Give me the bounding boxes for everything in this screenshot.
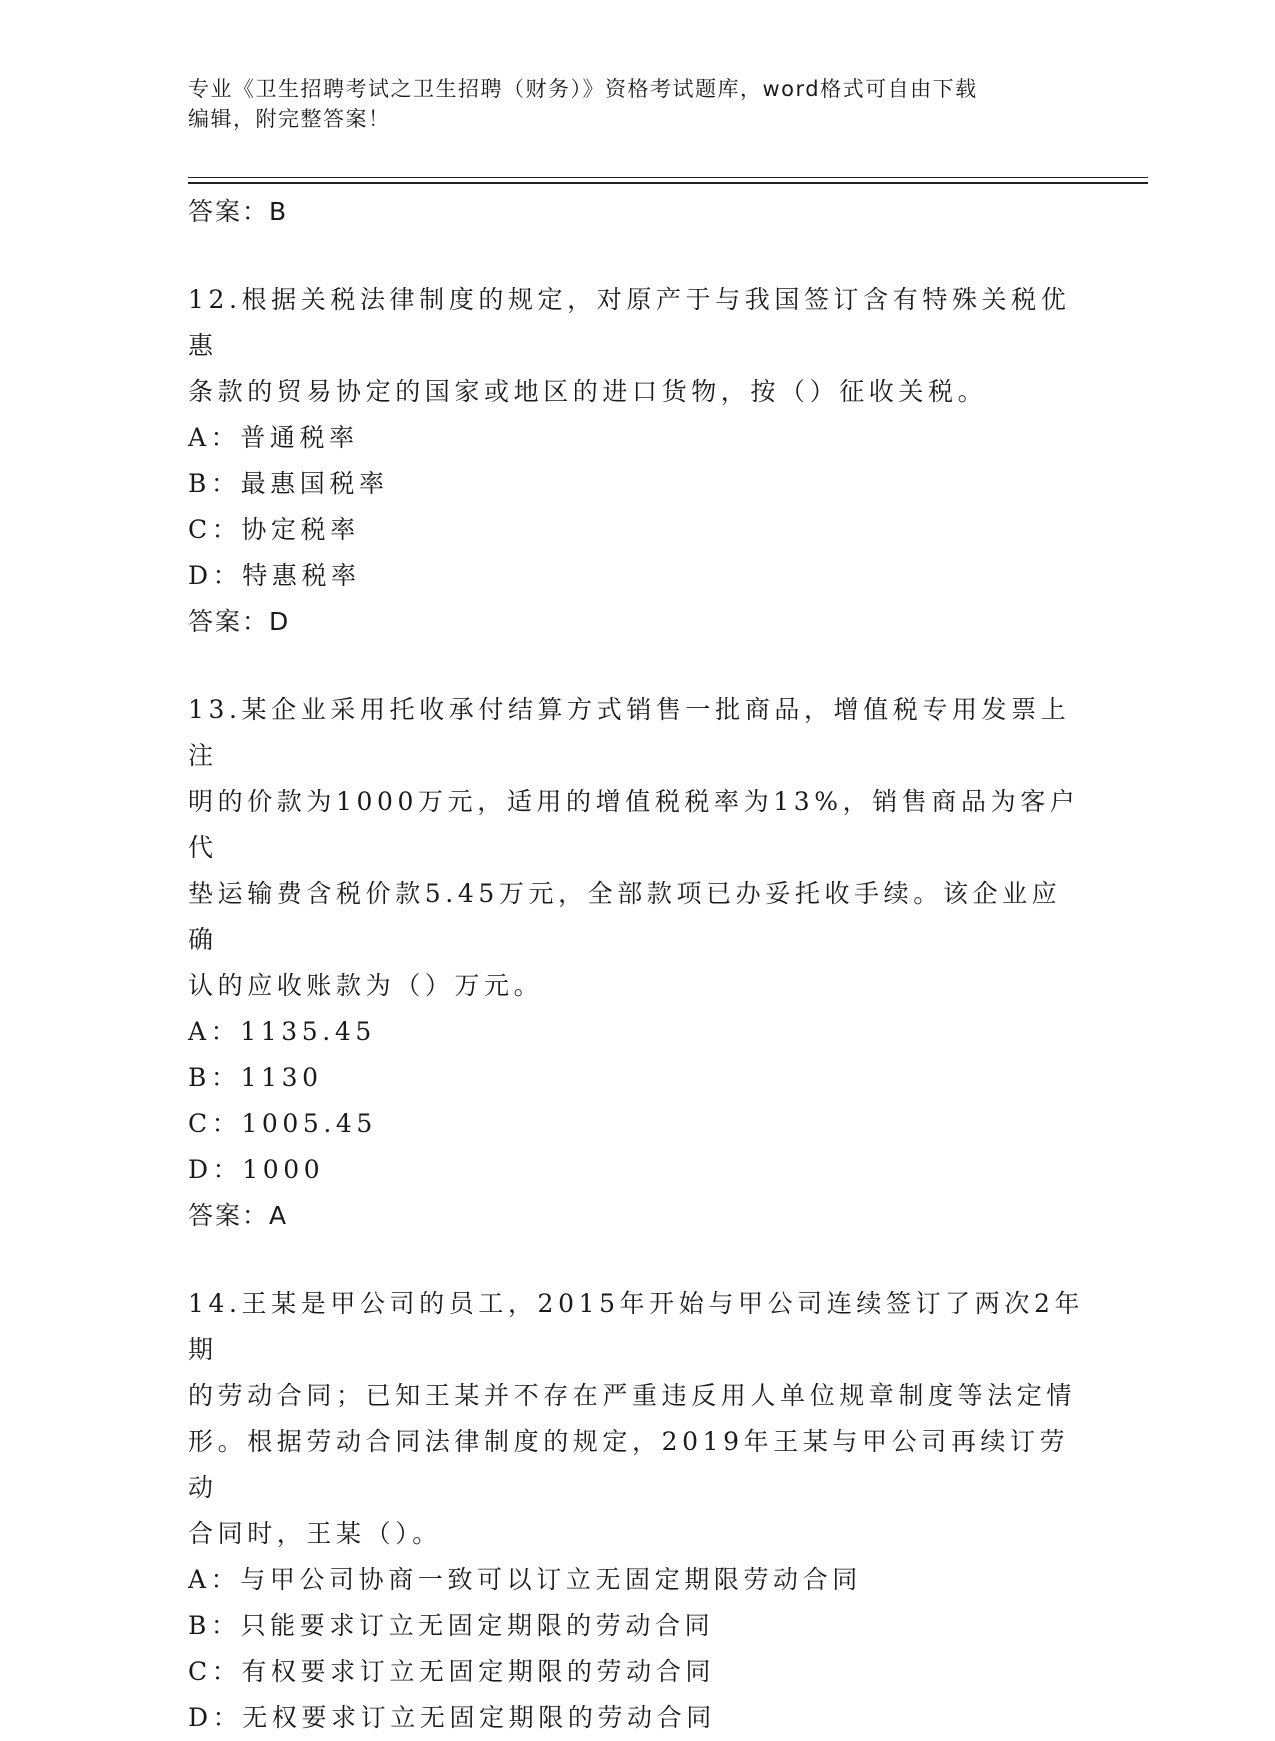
option-a: A：1135.45 bbox=[188, 1017, 376, 1046]
option-b: B：最惠国税率 bbox=[188, 469, 389, 498]
header-divider-thick bbox=[188, 182, 1148, 184]
question-answer: 答案：A bbox=[188, 1201, 289, 1230]
page-header bbox=[188, 74, 1088, 134]
option-d: D：特惠税率 bbox=[188, 561, 361, 590]
question-13 bbox=[188, 687, 1088, 1239]
question-answer: 答案：D bbox=[188, 607, 291, 636]
question-stem: 14.王某是甲公司的员工，2015年开始与甲公司连续签订了两次2年期 的劳动合同；已知王某并不存在严重违反用人单位规章制度等法定情 形。根据劳动合同法律制度的规定，2019年王某与甲公司再续订劳动 合同时，王某（）。 bbox=[188, 1289, 1085, 1548]
option-c: C：协定税率 bbox=[188, 515, 360, 544]
option-a: A：普通税率 bbox=[188, 423, 359, 452]
option-d: D：无权要求订立无固定期限的劳动合同 bbox=[188, 1703, 716, 1732]
question-14 bbox=[188, 1281, 1088, 1741]
header-divider-thin bbox=[188, 177, 1148, 178]
option-c: C：有权要求订立无固定期限的劳动合同 bbox=[188, 1657, 715, 1686]
question-12 bbox=[188, 277, 1088, 645]
question-stem: 13.某企业采用托收承付结算方式销售一批商品，增值税专用发票上注 明的价款为1000万元，适用的增值税税率为13%，销售商品为客户代 垫运输费含税价款5.45万元，全部款项已办妥托收手续。该企业应确 认的应收账款为（）万元。 bbox=[188, 695, 1080, 1000]
header-line-2: 编辑，附完整答案！ bbox=[188, 107, 391, 131]
answer-previous: 答案：B bbox=[188, 197, 289, 226]
question-stem: 12.根据关税法律制度的规定，对原产于与我国签订含有特殊关税优惠 条款的贸易协定的国家或地区的进口货物，按（）征收关税。 bbox=[188, 285, 1071, 406]
option-c: C：1005.45 bbox=[188, 1109, 377, 1138]
option-b: B：只能要求订立无固定期限的劳动合同 bbox=[188, 1611, 715, 1640]
question-content bbox=[188, 189, 1088, 1741]
option-d: D：1000 bbox=[188, 1155, 325, 1184]
option-b: B：1130 bbox=[188, 1063, 323, 1092]
header-line-1: 专业《卫生招聘考试之卫生招聘（财务）》资格考试题库，word格式可自由下载 bbox=[188, 77, 978, 101]
option-a: A：与甲公司协商一致可以订立无固定期限劳动合同 bbox=[188, 1565, 862, 1594]
